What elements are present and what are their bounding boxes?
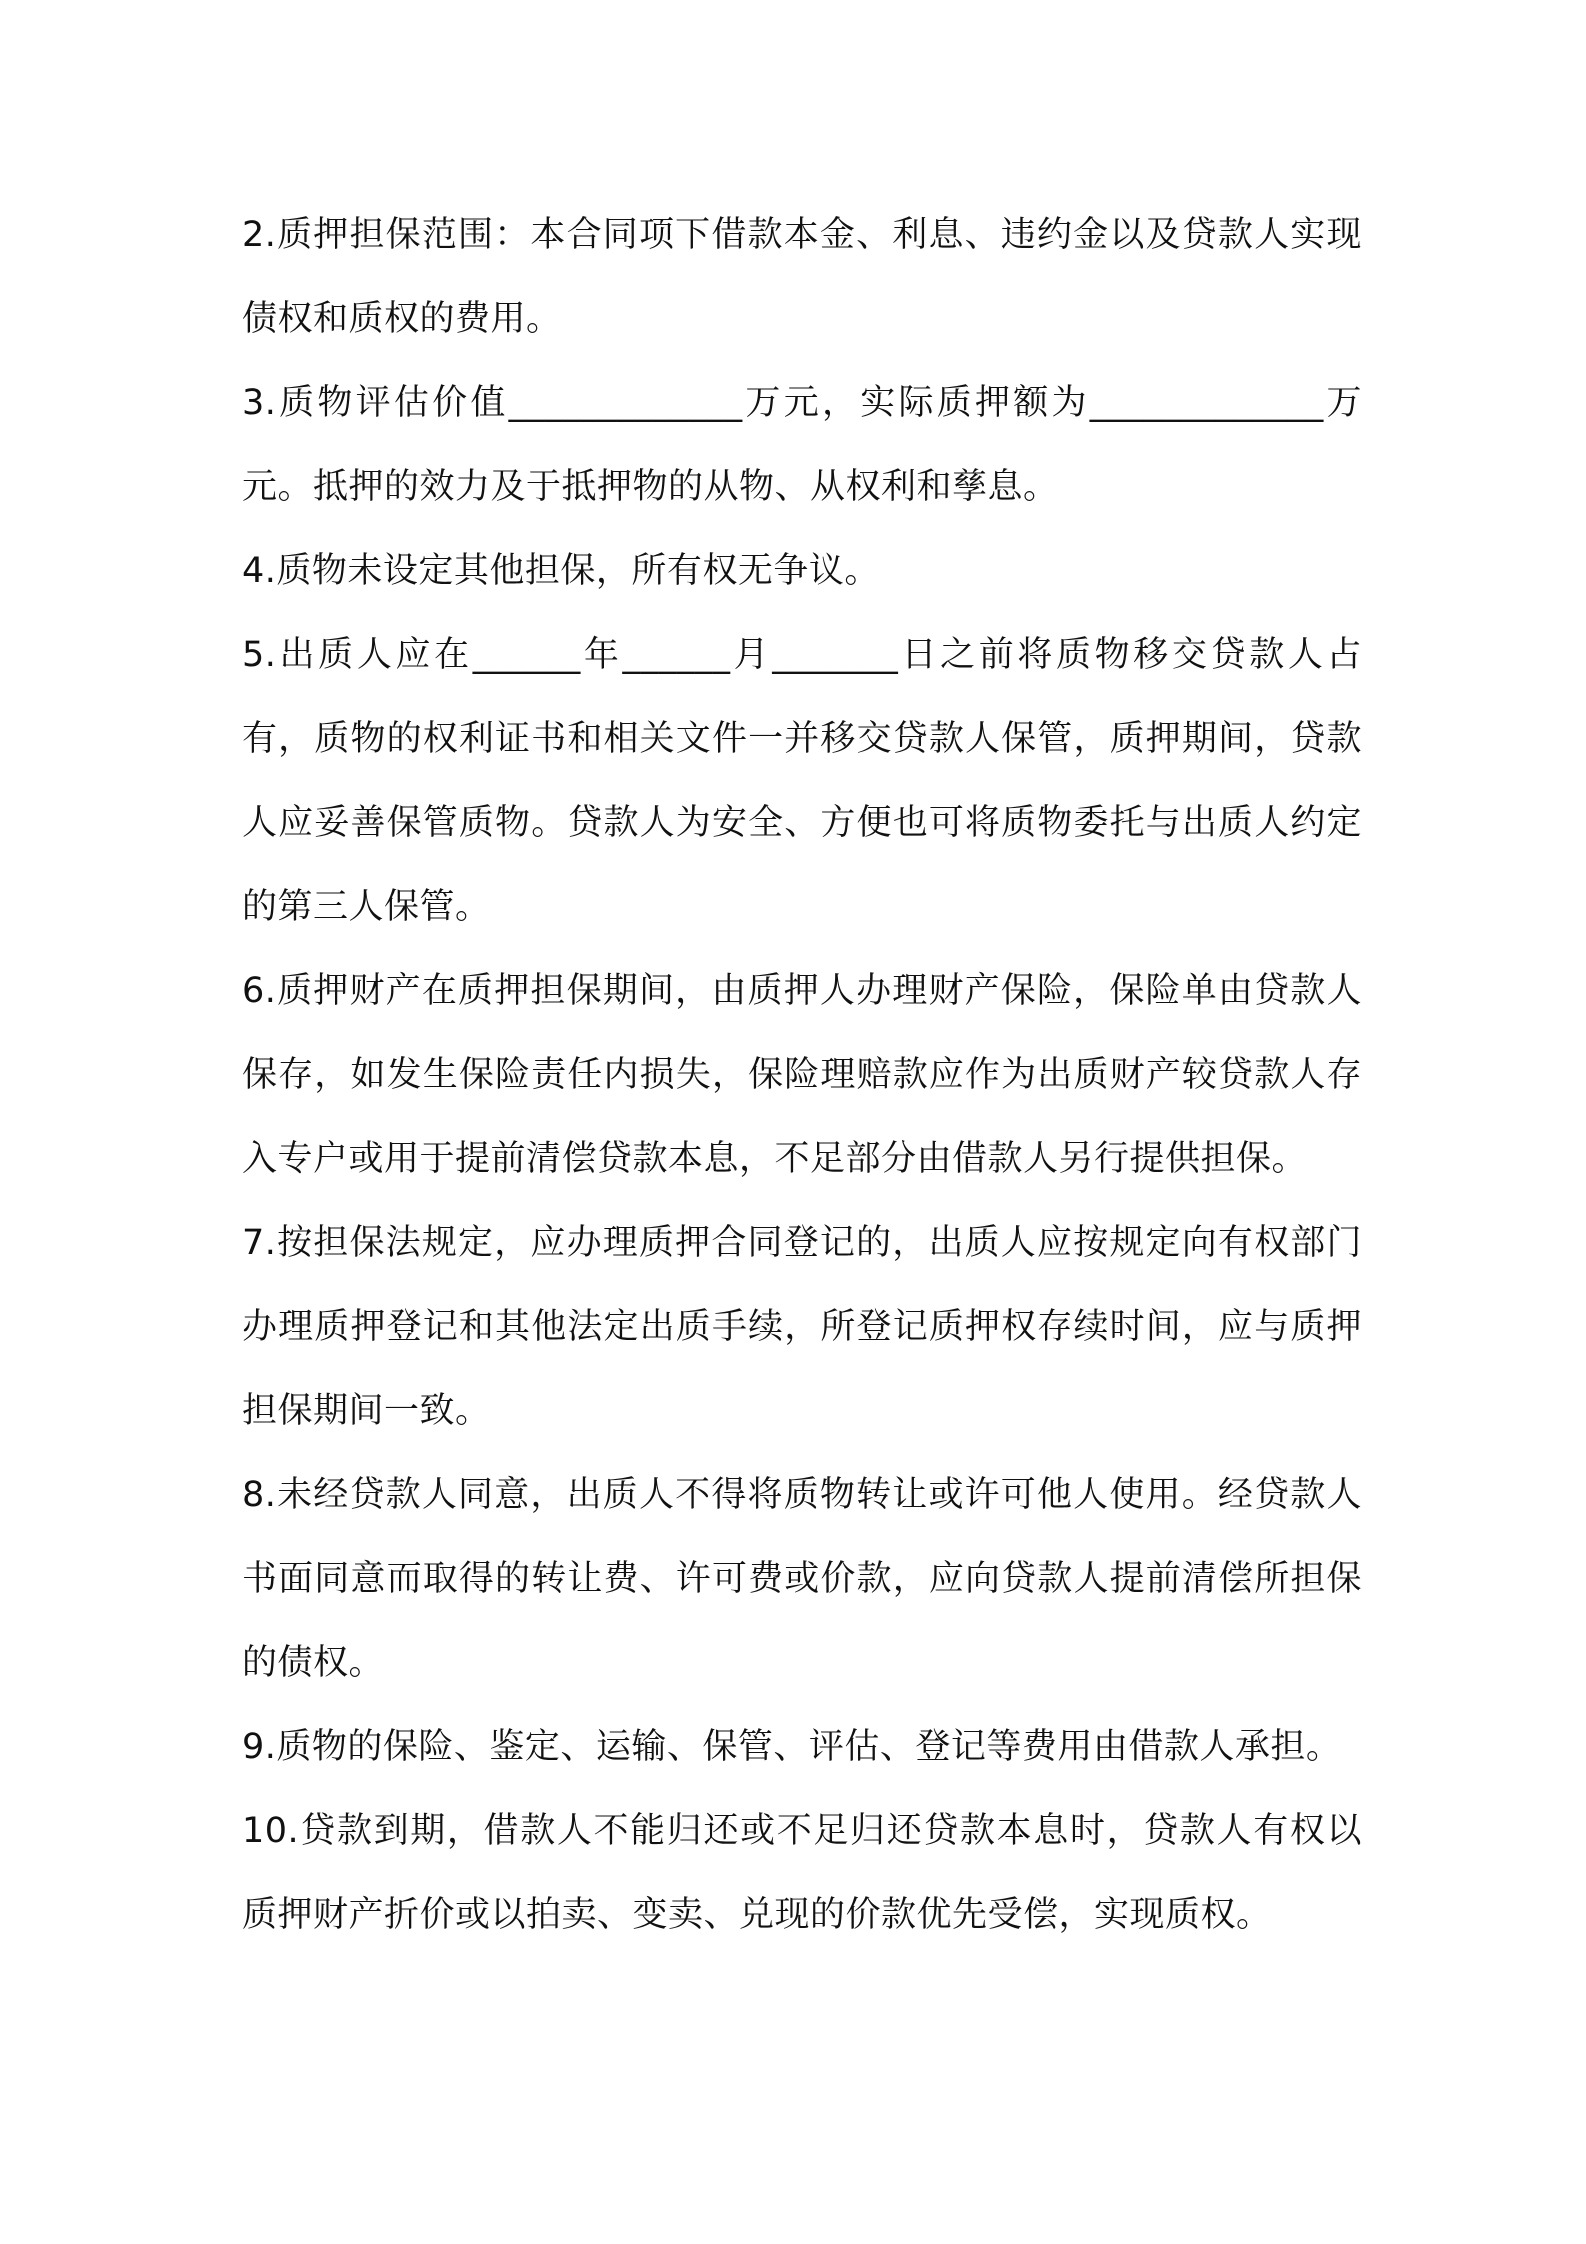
clause-3: 3.质物评估价值_____________万元，实际质押额为_____________万元。抵押的效力及于抵押物的从物、从权利和孳息。 (242, 383, 1362, 507)
clause-5: 5.出质人应在______年______月_______日之前将质物移交贷款人占有，质物的权利证书和相关文件一并移交贷款人保管，质押期间，贷款人应妥善保管质物。贷款人为安全、方便也可将质物委托与出质人约定的第三人保管。 (242, 635, 1362, 927)
clause-4: 4.质物未设定其他担保，所有权无争议。 (242, 551, 880, 591)
clause-8: 8.未经贷款人同意，出质人不得将质物转让或许可他人使用。经贷款人书面同意而取得的转让费、许可费或价款，应向贷款人提前清偿所担保的债权。 (242, 1475, 1362, 1683)
clause-9: 9.质物的保险、鉴定、运输、保管、评估、登记等费用由借款人承担。 (242, 1727, 1342, 1767)
clause-2: 2.质押担保范围：本合同项下借款本金、利息、违约金以及贷款人实现债权和质权的费用。 (242, 215, 1362, 339)
clause-10: 10.贷款到期，借款人不能归还或不足归还贷款本息时，贷款人有权以质押财产折价或以拍卖、变卖、兑现的价款优先受偿，实现质权。 (242, 1811, 1362, 1935)
clause-6: 6.质押财产在质押担保期间，由质押人办理财产保险，保险单由贷款人保存，如发生保险责任内损失，保险理赔款应作为出质财产较贷款人存入专户或用于提前清偿贷款本息，不足部分由借款人另行提供担保。 (242, 971, 1362, 1179)
contract-clauses (242, 193, 1362, 1957)
clause-7: 7.按担保法规定，应办理质押合同登记的，出质人应按规定向有权部门办理质押登记和其他法定出质手续，所登记质押权存续时间，应与质押担保期间一致。 (242, 1223, 1362, 1431)
